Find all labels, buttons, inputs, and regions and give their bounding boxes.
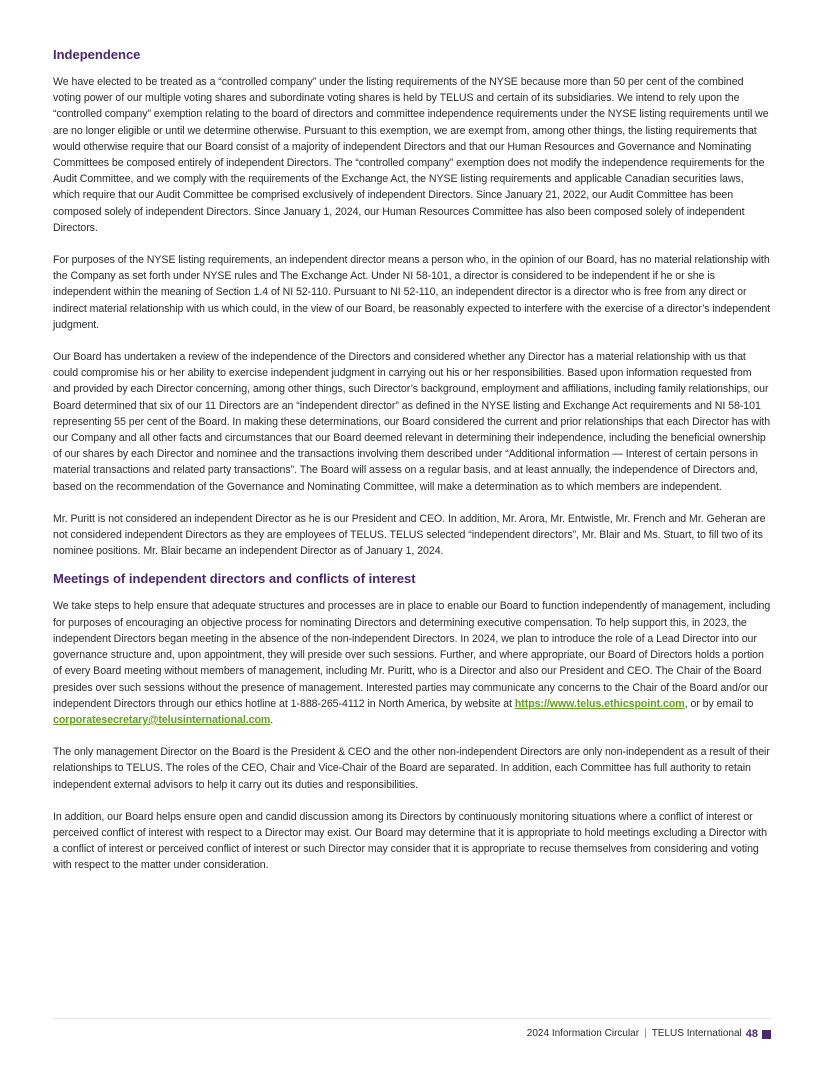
page-footer bbox=[527, 1027, 771, 1041]
footer-document-title: 2024 Information Circular bbox=[526, 1028, 640, 1039]
section-heading-meetings: Meetings of independent directors and conflicts of interest bbox=[53, 571, 416, 587]
footer-company: TELUS International bbox=[651, 1028, 742, 1039]
footer-separator: | bbox=[644, 1028, 647, 1039]
paragraph-with-links bbox=[53, 598, 771, 728]
paragraph-text: , or by email to bbox=[684, 697, 754, 710]
paragraph-text: . bbox=[270, 713, 274, 726]
paragraph: In addition, our Board helps ensure open and candid discussion among its Directors by continuously monitoring situations where a conflict of interest or perceived conflict of interest with respect to a Director may exist. Our Board may determine that it is appropriate to hold meetings excluding a Director with a conflict of interest or perceived conflict of interest or such Director may consider that it is appropriate to recuse themselves from considering and voting with respect to the matter under consideration. bbox=[53, 810, 767, 872]
paragraph-text: We take steps to help ensure that adequate structures and processes are in place to enable our Board to function independently of management, including for purposes of encouraging an objective process for nominating Directors and determining executive compensation. To help support this, in 2023, the independent Directors began meeting in the absence of the non-independent Directors. In 2024, we plan to introduce the role of a Lead Director into our governance structure and, upon appointment, they will preside over such sessions. Further, and where appropriate, our Board of Directors holds a portion of every Board meeting without members of management, including Mr. Puritt, who is a Director and also our President and CEO. The Chair of the Board presides over such sessions without the presence of management. Interested parties may communicate any concerns to the Chair of the Board and/or our independent Directors through our ethics hotline at 1-888-265-4112 in North America, by website at bbox=[53, 600, 771, 710]
paragraph: We have elected to be treated as a “controlled company” under the listing requirements of the NYSE because more than 50 per cent of the combined voting power of our multiple voting shares and subordinate voting shares is held by TELUS and certain of its subsidiaries. We intend to rely upon the “controlled company” exemption relating to the board of directors and committee independence requirements under the NYSE listing requirements until we are no longer eligible or until we determine otherwise. Pursuant to this exemption, we are exempt from, among other things, the listing requirements that would otherwise require that our Board consist of a majority of independent Directors and that our Human Resources and Governance and Nominating Committees be composed entirely of independent Directors. The “controlled company” exemption does not modify the independence requirements for the Audit Committee, and we comply with the requirements of the Exchange Act, the NYSE listing requirements and applicable Canadian securities laws, which require that our Audit Committee be comprised exclusively of independent Directors. Since January 21, 2022, our Audit Committee has been composed solely of independent Directors. Since January 1, 2024, our Human Resources Committee has also been composed solely of independent Directors. bbox=[53, 76, 769, 234]
paragraph: For purposes of the NYSE listing requirements, an independent director means a person who, in the opinion of our Board, has no material relationship with the Company as set forth under NYSE rules and The Exchange Act. Under NI 58-101, a director is considered to be independent if he or she is independent within the meaning of Section 1.4 of NI 52-110. Pursuant to NI 52-110, an independent director is a director who is free from any direct or indirect material relationship with us which could, in the view of our Board, be reasonably expected to interfere with the exercise of a director’s independent judgment. bbox=[53, 254, 771, 331]
square-marker-icon bbox=[762, 1030, 771, 1039]
paragraph: The only management Director on the Board is the President & CEO and the other non-independent Directors are only non-independent as a result of their relationships to TELUS. The roles of the CEO, Chair and Vice-Chair of the Board are separated. In addition, each Committee has full authority to retain independent external advisors to help it carry out its duties and responsibilities. bbox=[53, 746, 770, 791]
ethics-website-link[interactable]: https://www.telus.ethicspoint.com bbox=[514, 697, 685, 710]
paragraph: Mr. Puritt is not considered an independent Director as he is our President and CEO. In addition, Mr. Arora, Mr. Entwistle, Mr. French and Mr. Geheran are not considered independent Directors as they are employees of TELUS. TELUS selected “independent directors”, Mr. Blair and Ms. Stuart, to fill two of its nominee positions. Mr. Blair became an independent Director as of January 1, 2024. bbox=[53, 512, 766, 558]
section-heading-independence: Independence bbox=[53, 47, 141, 62]
page-content bbox=[53, 46, 771, 890]
footer-divider bbox=[53, 1018, 771, 1019]
email-link[interactable]: corporatesecretary@telusinternational.com bbox=[53, 713, 271, 726]
paragraph: Our Board has undertaken a review of the independence of the Directors and considered whether any Director has a material relationship with us that could compromise his or her ability to exercise independent judgment in carrying out his or her responsibilities. Based upon information requested from and provided by each Director concerning, among other things, such Director’s background, employment and affiliations, including family relationships, our Board determined that six of our 11 Directors are an “independent director” as defined in the NYSE listing and Exchange Act requirements and NI 58-101 representing 55 per cent of the Board. In making these determinations, our Board considered the current and prior relationships that each Director has with our Company and all other facts and circumstances that our Board deemed relevant in determining their independence, including the beneficial ownership of our shares by each Director and nominee and the transactions involving them described under “Additional information — Interest of certain persons in material transactions and related party transactions”. The Board will assess on a regular basis, and at least annually, the independence of Directors and, based on the recommendation of the Governance and Nominating Committee, will make a determination as to which members are independent. bbox=[53, 351, 771, 493]
page-number: 48 bbox=[745, 1028, 758, 1040]
